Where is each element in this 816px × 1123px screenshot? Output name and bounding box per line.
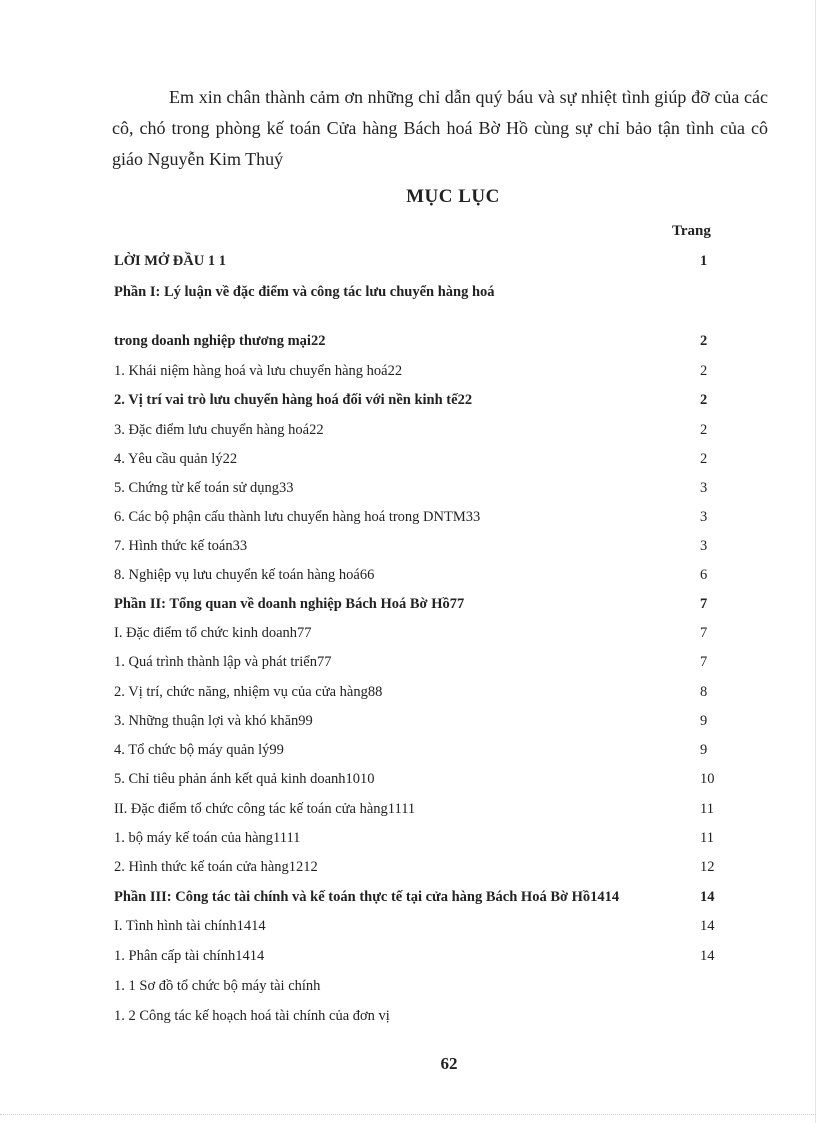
toc-entry[interactable] (114, 885, 714, 909)
toc-entry-page: 14 (700, 889, 715, 905)
toc-entry[interactable] (114, 738, 714, 762)
toc-entry-label: I. Đặc điểm tổ chức kinh doanh77 (114, 625, 312, 641)
toc-entry-page: 6 (700, 567, 708, 583)
toc-entry-label: 5. Chỉ tiêu phản ánh kết quả kinh doanh1010 (114, 771, 375, 787)
toc-entry-label: 8. Nghiệp vụ lưu chuyển kế toán hàng hoá66 (114, 567, 375, 583)
toc-entry-page: 7 (700, 596, 708, 612)
toc-entry-label: 7. Hình thức kế toán33 (114, 538, 248, 554)
toc-entry[interactable] (114, 249, 714, 273)
acknowledgement-paragraph: Em xin chân thành cảm ơn những chỉ dẫn quý báu và sự nhiệt tình giúp đỡ của các cô, chó trong phòng kế toán Cửa hàng Bách hoá Bờ Hồ cùng sự chỉ bảo tận tình của cô giáo Nguyễn Kim Thuý (112, 87, 768, 169)
toc-entry-page: 2 (700, 451, 708, 467)
toc-entry-page: 2 (700, 422, 708, 438)
toc-entry-label: 6. Các bộ phận cấu thành lưu chuyển hàng hoá trong DNTM33 (114, 509, 481, 525)
page-number: 62 (440, 1054, 458, 1073)
toc-entry-label: 3. Những thuận lợi và khó khăn99 (114, 713, 313, 729)
toc-entry-label: 5. Chứng từ kế toán sử dụng33 (114, 480, 294, 496)
toc-entry[interactable] (114, 914, 714, 938)
toc-entry-label: 1. Khái niệm hàng hoá và lưu chuyển hàng hoá22 (114, 363, 403, 379)
toc-entry-page: 3 (700, 538, 708, 554)
toc-entry[interactable] (114, 505, 714, 529)
toc-entry[interactable] (114, 359, 714, 383)
toc-entry[interactable] (114, 534, 714, 558)
toc-entry-page: 1 (700, 253, 708, 269)
toc-entry-label: LỜI MỞ ĐẦU 1 1 (114, 253, 226, 269)
toc-entry[interactable] (114, 974, 714, 998)
toc-entry[interactable] (114, 826, 714, 850)
toc-entry[interactable] (114, 680, 714, 704)
toc-entry[interactable] (114, 388, 714, 412)
toc-entry-page: 3 (700, 480, 708, 496)
page-edge-bottom (0, 1113, 816, 1115)
toc-entry[interactable] (114, 855, 714, 879)
toc-entry-page: 2 (700, 392, 708, 408)
toc-entry-page: 2 (700, 363, 708, 379)
toc-entry-label: 3. Đặc điểm lưu chuyển hàng hoá22 (114, 422, 324, 438)
toc-entry[interactable] (114, 592, 714, 616)
toc-entry-label: 4. Tổ chức bộ máy quản lý99 (114, 742, 284, 758)
toc-entry-page: 9 (700, 713, 708, 729)
toc-entry-page: 7 (700, 654, 708, 670)
toc-entry[interactable] (114, 280, 714, 304)
toc-title: MỤC LỤC (406, 186, 500, 207)
toc-entry-page: 12 (700, 859, 715, 875)
toc-entry-label: I. Tình hình tài chính1414 (114, 918, 266, 934)
toc-entry[interactable] (114, 767, 714, 791)
toc-entry[interactable] (114, 650, 714, 674)
toc-entry[interactable] (114, 944, 714, 968)
toc-entry-label: Phần III: Công tác tài chính và kế toán thực tế tại cửa hàng Bách Hoá Bờ Hồ1414 (114, 889, 620, 905)
toc-entry-page: 9 (700, 742, 708, 758)
toc-entry-page: 14 (700, 948, 715, 964)
toc-entry-page: 8 (700, 684, 708, 700)
toc-entry[interactable] (114, 447, 714, 471)
toc-entry-page: 7 (700, 625, 708, 641)
toc-entry[interactable] (114, 563, 714, 587)
toc-entry-page: 11 (700, 830, 714, 846)
toc-entry-page: 3 (700, 509, 708, 525)
toc-entry[interactable] (114, 1004, 714, 1028)
toc-entry-label: 1. Quá trình thành lập và phát triển77 (114, 654, 332, 670)
toc-entry[interactable] (114, 621, 714, 645)
toc-entry-page: 2 (700, 333, 708, 349)
toc-entry-page: 14 (700, 918, 715, 934)
toc-page-column-header: Trang (672, 223, 711, 239)
toc-entry-label: trong doanh nghiệp thương mại22 (114, 333, 326, 349)
toc-entry-label: 2. Vị trí vai trò lưu chuyển hàng hoá đối với nền kinh tế22 (114, 392, 473, 408)
toc-entry[interactable] (114, 797, 714, 821)
toc-entry-label: 2. Hình thức kế toán cửa hàng1212 (114, 859, 318, 875)
toc-entry-label: 4. Yêu cầu quản lý22 (114, 451, 238, 467)
toc-entry-label: 1. Phân cấp tài chính1414 (114, 948, 265, 964)
toc-entry-label: 1. 2 Công tác kế hoạch hoá tài chính của đơn vị (114, 1008, 390, 1024)
toc-entry-label: Phần II: Tổng quan về doanh nghiệp Bách Hoá Bờ Hồ77 (114, 596, 465, 612)
toc-entry-label: 2. Vị trí, chức năng, nhiệm vụ của cửa hàng88 (114, 684, 383, 700)
toc-entry[interactable] (114, 709, 714, 733)
toc-entry[interactable] (114, 476, 714, 500)
toc-entry-label: II. Đặc điểm tổ chức công tác kế toán cửa hàng1111 (114, 801, 416, 817)
toc-entry-page: 11 (700, 801, 714, 817)
toc-entry-label: Phần I: Lý luận về đặc điểm và công tác lưu chuyển hàng hoá (114, 284, 495, 300)
toc-entry-label: 1. bộ máy kế toán của hàng1111 (114, 830, 301, 846)
toc-entry-label: 1. 1 Sơ đồ tổ chức bộ máy tài chính (114, 978, 321, 994)
toc-entry[interactable] (114, 418, 714, 442)
toc-entry[interactable] (114, 329, 714, 353)
toc-entry-page: 10 (700, 771, 715, 787)
